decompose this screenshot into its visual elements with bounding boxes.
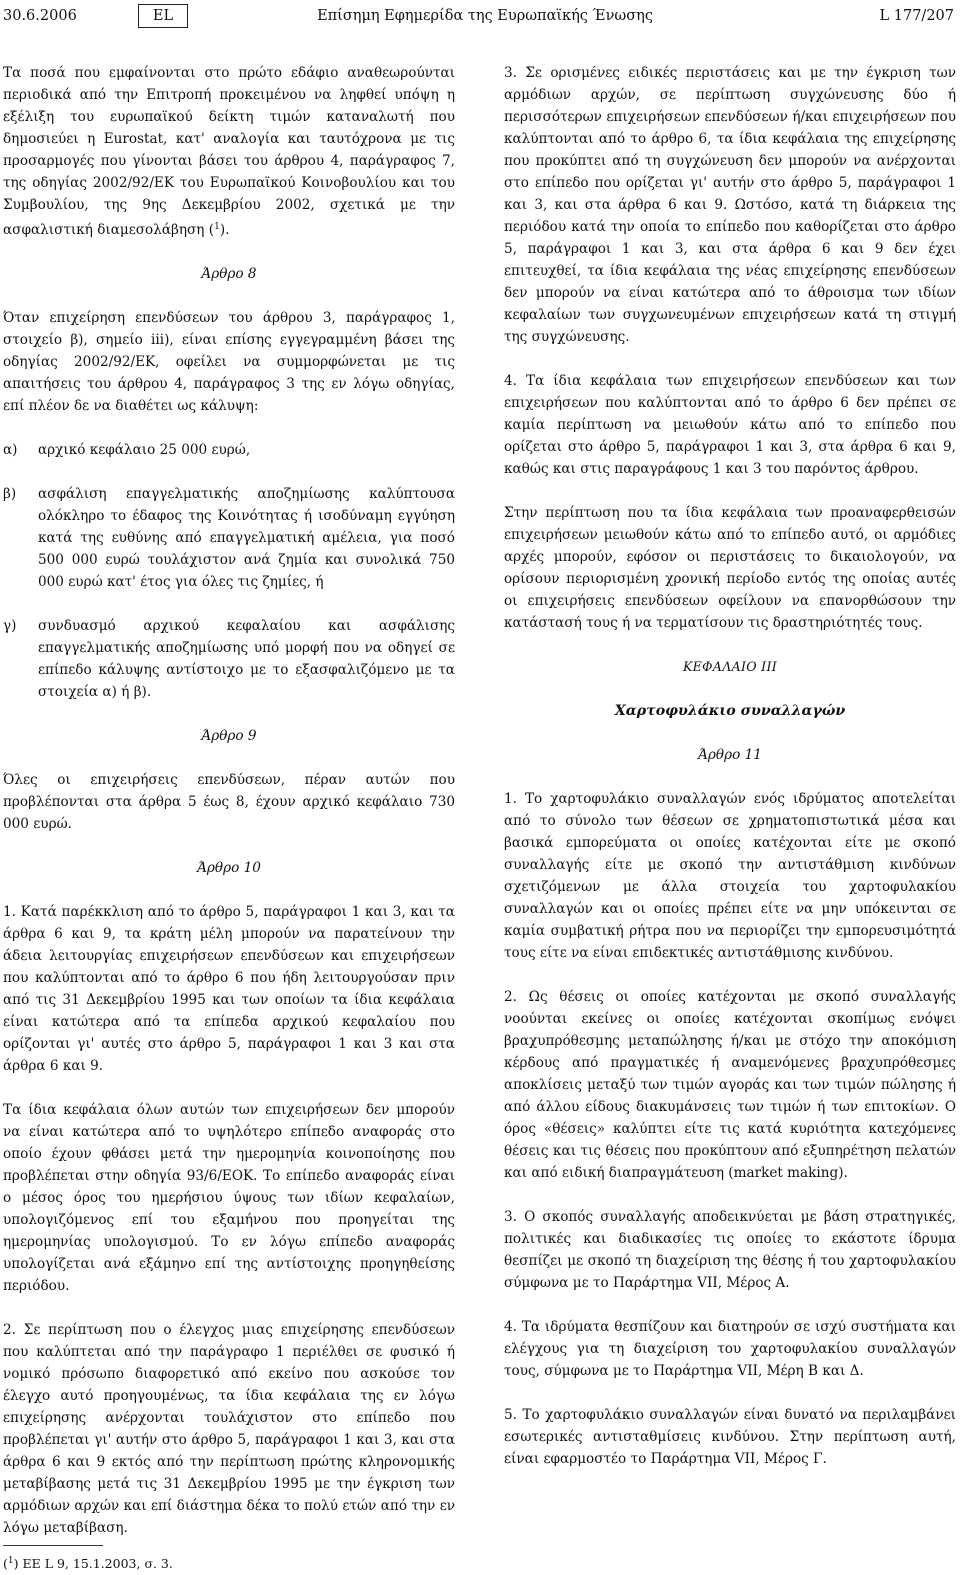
footnote-ref: 1 [214,222,220,232]
list-label: α) [3,442,18,458]
page-number: L 177/207 [879,8,954,24]
paragraph: 2. Σε περίπτωση που ο έλεγχος μιας επιχείρησης επενδύσεων που καλύπτεται από την παράγραφο 1 περιέλθει σε φυσικό ή νομικό πρόσωπο διαφορετικό από εκείνο που ασκούσε τον έλεγχο αυτό προηγουμένως, τα ίδια κεφάλαια της εν λόγω επιχείρησης ανέρχονται τουλάχιστον στο επίπεδο που προβλέπεται γι' αυτήν στο άρθρο 5, παράγραφοι 1 και 3, και στα άρθρα 6 και 9 εκτός από την περίπτωση πρώτης κληρονομικής μεταβίβασης μετά τις 31 Δεκεμβρίου 1995 με την έγκριση των αρμόδιων αρχών και επί διάστημα δέκα το πολύ ετών από την εν λόγω μεταβίβαση. [3,1322,455,1536]
left-column [3,62,455,1575]
paragraph: Στην περίπτωση που τα ίδια κεφάλαια των προαναφερθεισών επιχειρήσεων μειωθούν κάτω από το επίπεδο αυτό, οι αρμόδιες αρχές μπορούν, εφόσον οι περιστάσεις το δικαιολογούν, να ορίσουν περιορισμένη χρονική περίοδο εντός της οποίας αυτές οι επιχειρήσεις επενδύσεων οφείλουν να επανορθώσουν την κατάστασή τους ή να τερματίσουν τις δραστηριότητές τους. [504,505,956,631]
article-heading-9: Άρθρο 9 [201,728,257,744]
paragraph: 2. Ως θέσεις οι οποίες κατέχονται με σκοπό συναλλαγής νοούνται εκείνες οι οποίες κατέχονται σκοπίμως ενόψει βραχυπρόθεσμης μεταπώλησης ή/και με στόχο την αποκόμιση κέρδους από πραγματικές ή αναμενόμενες βραχυπρόθεσμες αποκλίσεις μεταξύ των τιμών αγοράς και των τιμών πώλησης ή από άλλου είδους διακυμάνσεις των τιμών ή των επιτοκίων. Ο όρος «θέσεις» καλύπτει είτε τις κατά κυριότητα κατεχόμενες θέσεις και τις θέσεις που προκύπτουν από εξυπηρέτηση πελατών και από ειδική διαπραγμάτευση (market making). [504,989,956,1181]
paragraph: 3. Σε ορισμένες ειδικές περιστάσεις και με την έγκριση των αρμόδιων αρχών, σε περίπτωση συγχώνευσης δύο ή περισσότερων επιχειρήσεων επενδύσεων ή/και επιχειρήσεων που καλύπτονται από το άρθρο 6, τα ίδια κεφάλαια της επιχείρησης που προκύπτει από τη συγχώνευση δεν μπορούν να ανέρχονται στο επίπεδο που ορίζεται γι' αυτήν στο άρθρο 5, παράγραφοι 1 και 3, και στα άρθρα 6 και 9. Ωστόσο, κατά τη διάρκεια της περιόδου κατά την οποία το επίπεδο που καθορίζεται στο άρθρο 5, παράγραφοι 1 και 3, και στα άρθρα 6 και 9 δεν έχει επιτευχθεί, τα ίδια κεφάλαια της νέας επιχείρησης επενδύσεων δεν μπορούν να είναι κατώτερα από το άθροισμα των ιδίων κεφαλαίων των συγχωνευμένων επιχειρήσεων κατά τη στιγμή της συγχώνευσης. [504,65,956,345]
paragraph: 5. Το χαρτοφυλάκιο συναλλαγών είναι δυνατό να περιλαμβάνει εσωτερικές αντισταθμίσεις κινδύνου. Στην περίπτωση αυτή, είναι εφαρμοστέο το Παράρτημα VII, Μέρος Γ. [504,1407,956,1467]
list-text: συνδυασμό αρχικού κεφαλαίου και ασφάλισης επαγγελματικής αποζημίωσης υπό μορφή που να οδηγεί σε επίπεδο κάλυψης αντίστοιχο με το εξασφαλιζόμενο με τα στοιχεία α) ή β). [38,618,455,700]
list-label: γ) [3,618,17,634]
list-item [3,439,455,461]
footnote-divider [3,1545,103,1546]
chapter-number: ΚΕΦΑΛΑΙΟ III [682,659,778,674]
list-item [3,483,455,593]
paragraph: 4. Τα ιδρύματα θεσπίζουν και διατηρούν σε ισχύ συστήματα και ελέγχους για τη διαχείριση του χαρτοφυλακίου συναλλαγών τους, σύμφωνα με το Παράρτημα VII, Μέρη Β και Δ. [504,1319,956,1379]
article-heading-10: Άρθρο 10 [197,860,261,876]
paragraph: 1. Το χαρτοφυλάκιο συναλλαγών ενός ιδρύματος αποτελείται από το σύνολο των θέσεων σε χρηματοπιστωτικά μέσα και βασικά εμπορεύματα οι οποίες κατέχονται είτε με σκοπό συναλλαγής είτε με σκοπό την αντιστάθμιση κινδύνων σχετιζόμενων με άλλα στοιχεία του χαρτοφυλακίου συναλλαγών και οι οποίες πρέπει είτε να μην υπόκεινται σε καμία συμβατική ρήτρα που να περιορίζει την εμπορευσιμότητά τους είτε να είναι επιδεκτικές αντιστάθμισης κινδύνου. [504,791,956,961]
list-label: β) [3,486,17,502]
paragraph: 1. Κατά παρέκκλιση από το άρθρο 5, παράγραφοι 1 και 3, και τα άρθρα 6 και 9, τα κράτη μέλη μπορούν να παρατείνουν την άδεια λειτουργίας επιχειρήσεων επενδύσεων και επιχειρήσεων που καλύπτονται από το άρθρο 6 που ήδη λειτουργούσαν πριν από τις 31 Δεκεμβρίου 1995 και των οποίων τα ίδια κεφάλαια είναι κατώτερα από τα επίπεδα αρχικού κεφαλαίου που ορίζονται γι' αυτές στο άρθρο 5, παράγραφοι 1 και 3 και στα άρθρα 6 και 9. [3,904,455,1074]
chapter-title: Χαρτοφυλάκιο συναλλαγών [614,703,846,719]
language-code-box: EL [138,4,188,28]
journal-title: Επίσημη Εφημερίδα της Ευρωπαϊκής Ένωσης [317,8,653,24]
paragraph: Όταν επιχείρηση επενδύσεων του άρθρου 3, παράγραφος 1, στοιχείο β), σημείο iii), είναι επίσης εγγεγραμμένη βάσει της οδηγίας 2002/92/ΕΚ, οφείλει να συμμορφώνεται με τις απαιτήσεις του άρθρου 4, παράγραφος 3 της εν λόγω οδηγίας, επί πλέον δε να διαθέτει ως κάλυψη: [3,310,455,414]
paragraph: Τα ποσά που εμφαίνονται στο πρώτο εδάφιο αναθεωρούνται περιοδικά από την Επιτροπή προκειμένου να ληφθεί υπόψη η εξέλιξη του ευρωπαϊκού δείκτη τιμών καταναλωτή που δημοσιεύει η Eurostat, κατ' αναλογία και ταυτόχρονα με τις προσαρμογές που γίνονται βάσει του άρθρου 4, παράγραφος 7, της οδηγίας 2002/92/ΕΚ του Ευρωπαϊκού Κοινοβουλίου και του Συμβουλίου, της 9ης Δεκεμβρίου 2002, σχετικά με την ασφαλιστική διαμεσολάβηση ($^1$). [3,65,455,238]
list-text: αρχικό κεφάλαιο 25 000 ευρώ, [38,442,251,458]
footnote: ($^1$) ΕΕ L 9, 15.1.2003, σ. 3. [3,1556,173,1571]
right-column [504,62,956,1470]
paragraph: Τα ίδια κεφάλαια όλων αυτών των επιχειρήσεων δεν μπορούν να είναι κατώτερα από το υψηλότερο επίπεδο αναφοράς στο οποίο έχουν φθάσει μετά την ημερομηνία κοινοποίησης που προβλέπεται στην οδηγία 93/6/ΕΟΚ. Το επίπεδο αναφοράς είναι ο μέσος όρος του ημερήσιου ύψους των ιδίων κεφαλαίων, υπολογιζόμενος επί του εξαμήνου που προηγείται της ημερομηνίας υπολογισμού. Το εν λόγω επίπεδο αναφοράς υπολογίζεται ανά εξάμηνο επί της αντίστοιχης προηγηθείσης περιόδου. [3,1102,455,1294]
list-text: ασφάλιση επαγγελματικής αποζημίωσης καλύπτουσα ολόκληρο το έδαφος της Κοινότητας ή ισοδύναμη εγγύηση κατά της ευθύνης από επαγγελματική αμέλεια, για ποσό 500 000 ευρώ τουλάχιστον ανά ζημία και συνολικά 750 000 ευρώ κατ' έτος για όλες τις ζημίες, ή [38,486,455,590]
paragraph: Όλες οι επιχειρήσεις επενδύσεων, πέραν αυτών που προβλέπονται στα άρθρα 5 έως 8, έχουν αρχικό κεφάλαιο 730 000 ευρώ. [3,772,455,832]
paragraph: 3. Ο σκοπός συναλλαγής αποδεικνύεται με βάση στρατηγικές, πολιτικές και διαδικασίες τις οποίες το εκάστοτε ίδρυμα θεσπίζει με σκοπό τη διαχείριση της θέσης ή του χαρτοφυλακίου σύμφωνα με το Παράρτημα VII, Μέρος Α. [504,1209,956,1291]
article-heading-8: Άρθρο 8 [201,266,257,282]
list-item [3,615,455,703]
paragraph: 4. Τα ίδια κεφάλαια των επιχειρήσεων επενδύσεων και των επιχειρήσεων που καλύπτονται από το άρθρο 6 δεν πρέπει σε καμία περίπτωση να μειωθούν κάτω από το επίπεδο που ορίζεται στο άρθρο 5, παράγραφοι 1 και 3, στα άρθρα 6 και 9, καθώς και στις παραγράφους 1 και 3 του παρόντος άρθρου. [504,373,956,477]
page-header [0,4,960,30]
article-heading-11: Άρθρο 11 [698,747,762,763]
issue-date: 30.6.2006 [3,8,77,24]
